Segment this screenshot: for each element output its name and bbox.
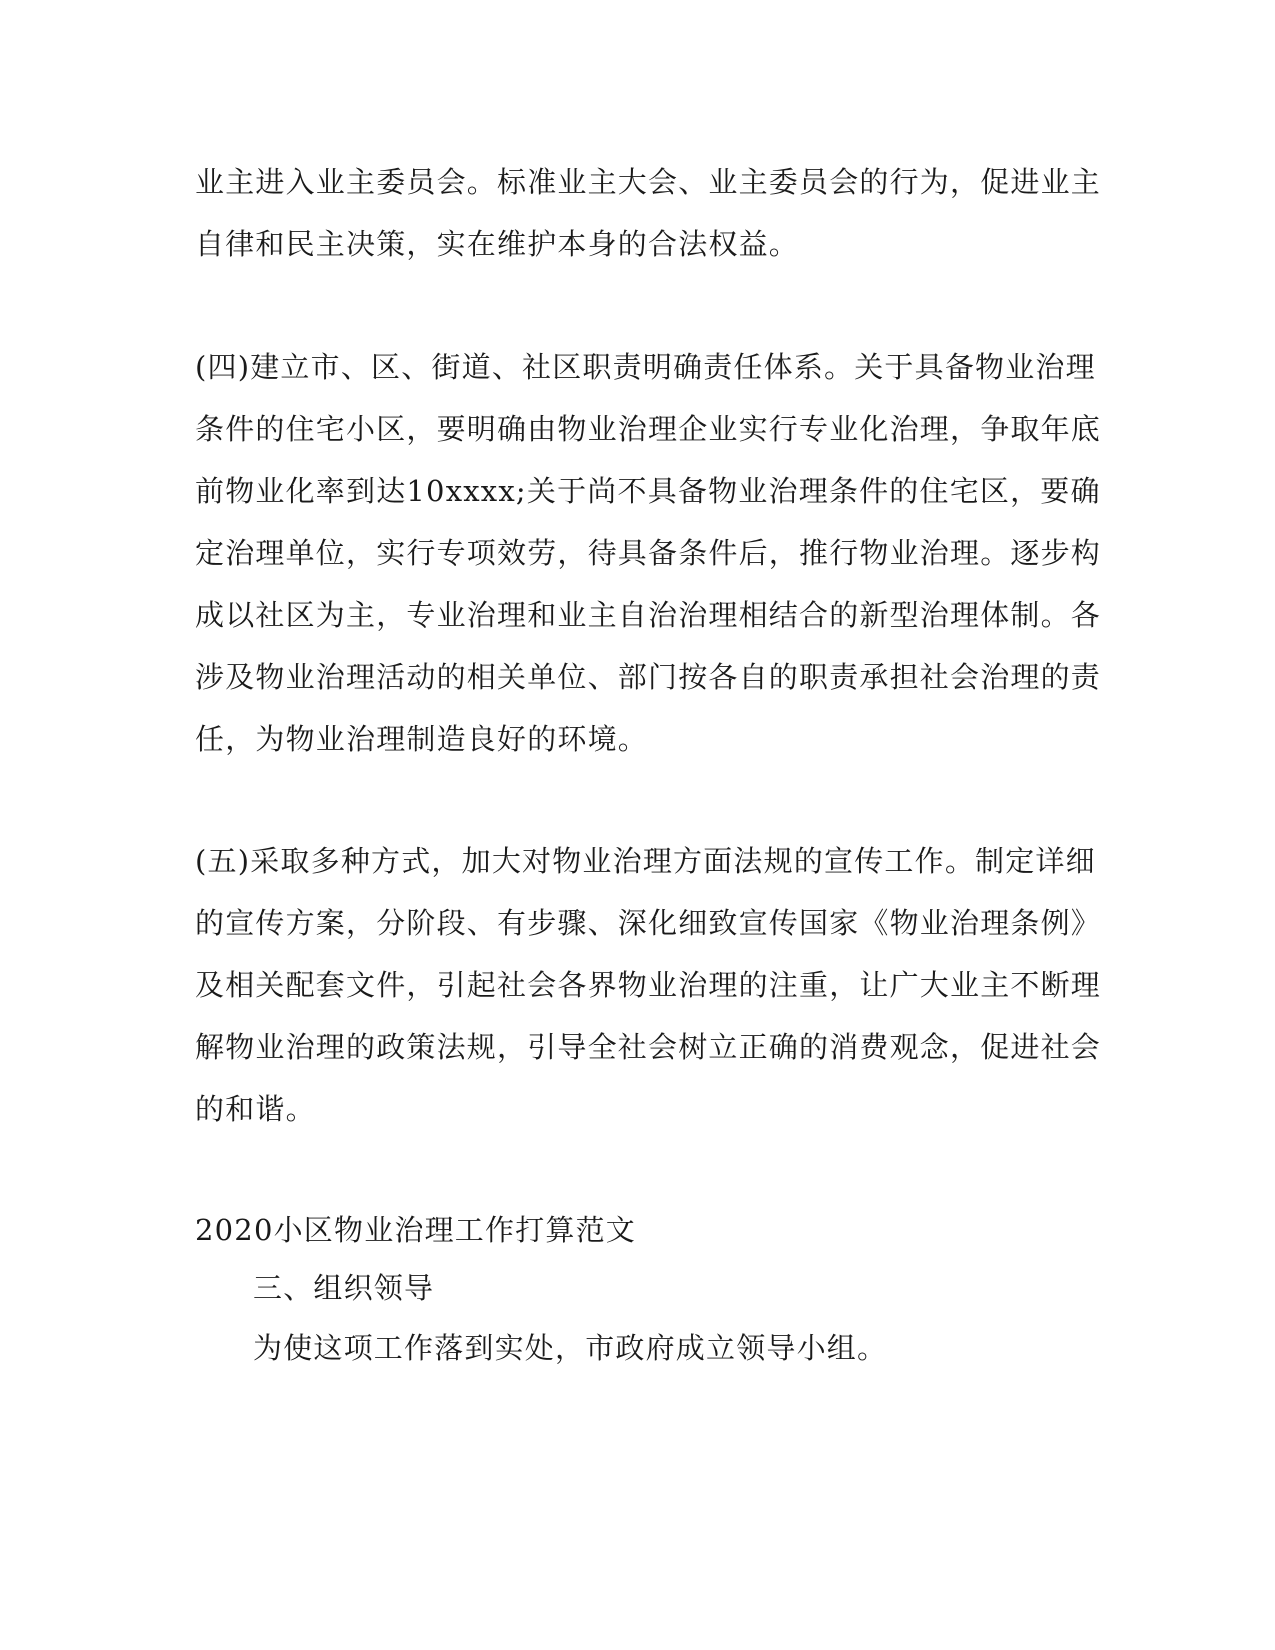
paragraph-2-line-3: 前物业化率到达10xxxx;关于尚不具备物业治理条件的住宅区，要确 — [195, 474, 1101, 508]
paragraph-3-line-2: 的宣传方案，分阶段、有步骤、深化细致宣传国家《物业治理条例》 — [195, 906, 1102, 940]
paragraph-2-line-7: 任，为物业治理制造良好的环境。 — [195, 722, 649, 756]
paragraph-3-line-3: 及相关配套文件，引起社会各界物业治理的注重，让广大业主不断理 — [195, 968, 1102, 1002]
section-heading: 三、组织领导 — [253, 1271, 435, 1305]
paragraph-3-line-4: 解物业治理的政策法规，引导全社会树立正确的消费观念，促进社会 — [195, 1030, 1102, 1064]
paragraph-1-line-2: 自律和民主决策，实在维护本身的合法权益。 — [195, 227, 800, 261]
paragraph-2-line-1: (四)建立市、区、街道、社区职责明确责任体系。关于具备物业治理 — [195, 350, 1096, 384]
paragraph-2-line-2: 条件的住宅小区，要明确由物业治理企业实行专业化治理，争取年底 — [195, 412, 1102, 446]
section-body: 为使这项工作落到实处，市政府成立领导小组。 — [253, 1331, 888, 1365]
paragraph-2-line-4: 定治理单位，实行专项效劳，待具备条件后，推行物业治理。逐步构 — [195, 536, 1102, 570]
paragraph-3-line-5: 的和谐。 — [195, 1092, 316, 1126]
paragraph-3-line-1: (五)采取多种方式，加大对物业治理方面法规的宣传工作。制定详细 — [195, 844, 1096, 878]
paragraph-2-line-6: 涉及物业治理活动的相关单位、部门按各自的职责承担社会治理的责 — [195, 660, 1102, 694]
document-title: 2020小区物业治理工作打算范文 — [195, 1213, 637, 1247]
paragraph-1-line-1: 业主进入业主委员会。标准业主大会、业主委员会的行为，促进业主 — [195, 165, 1102, 199]
paragraph-2-line-5: 成以社区为主，专业治理和业主自治治理相结合的新型治理体制。各 — [195, 598, 1102, 632]
